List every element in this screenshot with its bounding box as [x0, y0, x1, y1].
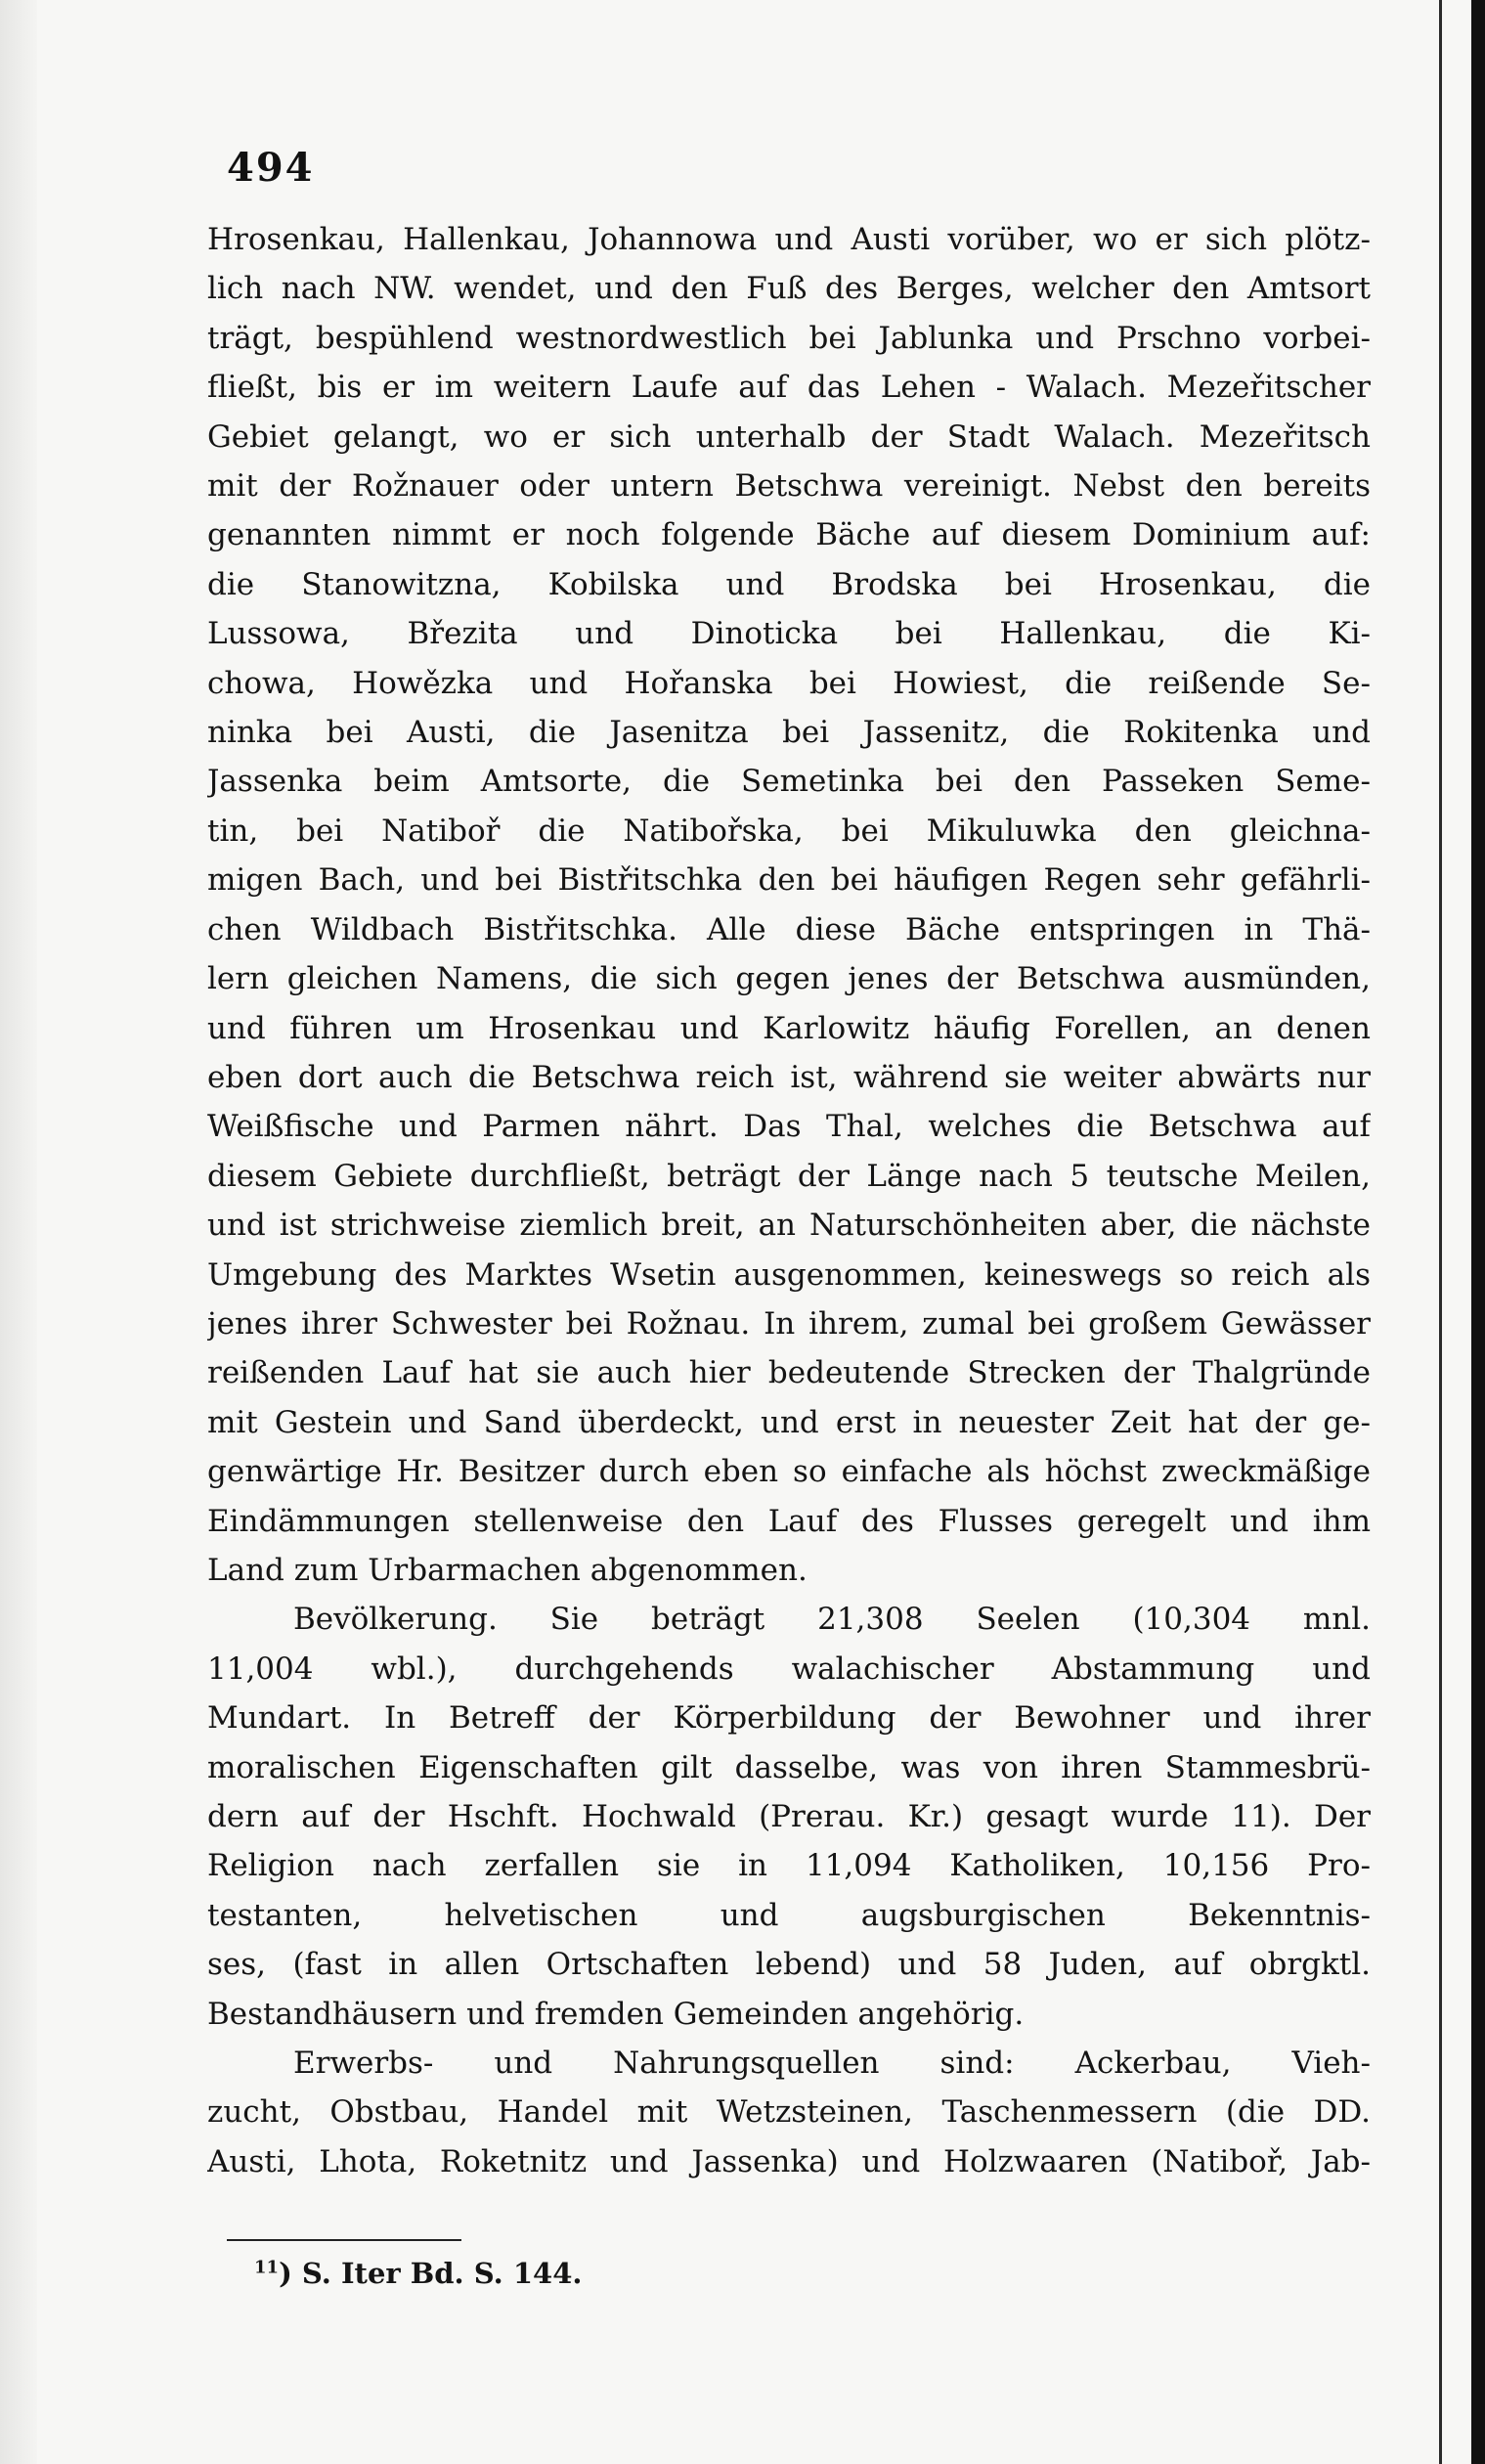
body-text	[207, 215, 1371, 2186]
footnote-divider	[227, 2239, 461, 2241]
text-line: fließt, bis er im weitern Laufe auf das Lehen - Walach. Mezeřitscher	[207, 370, 1371, 406]
text-line: lich nach NW. wendet, und den Fuß des Berges, welcher den Amtsort	[207, 271, 1371, 307]
text-line: und ist strichweise ziemlich breit, an Naturschönheiten aber, die nächste	[207, 1208, 1371, 1244]
text-line: 11,004 wbl.), durchgehends walachischer Abstammung und	[207, 1650, 1371, 1687]
binding-edge	[0, 0, 37, 2464]
text-line: diesem Gebiete durchfließt, beträgt der Länge nach 5 teutsche Meilen,	[207, 1158, 1371, 1194]
text-line: Lussowa, Březita und Dinoticka bei Hallenkau, die Ki-	[207, 616, 1371, 652]
text-line: Bevölkerung. Sie beträgt 21,308 Seelen (10,304 mnl.	[293, 1602, 1371, 1638]
footnote-marker: 11	[254, 2257, 280, 2278]
text-line: Umgebung des Marktes Wsetin ausgenommen, keineswegs so reich als	[207, 1256, 1371, 1293]
text-line: dern auf der Hschft. Hochwald (Prerau. Kr.) gesagt wurde 11). Der	[207, 1799, 1371, 1834]
text-line: Hrosenkau, Hallenkau, Johannowa und Austi vorüber, wo er sich plötz-	[207, 222, 1371, 257]
text-line: lern gleichen Namens, die sich gegen jenes der Betschwa ausmünden,	[207, 961, 1371, 997]
text-line: zucht, Obstbau, Handel mit Wetzsteinen, Taschenmessern (die DD.	[207, 2094, 1371, 2131]
text-line: und führen um Hrosenkau und Karlowitz häufig Forellen, an denen	[207, 1010, 1371, 1046]
text-line: moralischen Eigenschaften gilt dasselbe, was von ihren Stammesbrü-	[207, 1749, 1371, 1785]
scan-border	[1471, 0, 1485, 2464]
text-line: chowa, Howězka und Hořanska bei Howiest, die reißende Se-	[207, 665, 1371, 701]
text-line: Erwerbs- und Nahrungsquellen sind: Ackerbau, Vieh-	[293, 2046, 1371, 2082]
text-line: genannten nimmt er noch folgende Bäche auf diesem Dominium auf:	[207, 517, 1371, 553]
text-line: migen Bach, und bei Bistřitschka den bei häufigen Regen sehr gefährli-	[207, 862, 1371, 899]
footnote-text: ) S. Iter Bd. S. 144.	[279, 2257, 583, 2290]
text-line: jenes ihrer Schwester bei Rožnau. In ihrem, zumal bei großem Gewässer	[207, 1305, 1371, 1342]
text-line: Jassenka beim Amtsorte, die Semetinka bei den Passeken Seme-	[207, 764, 1371, 800]
text-line: tin, bei Natiboř die Natibořska, bei Mikuluwka den gleichna-	[207, 813, 1371, 849]
text-line: testanten, helvetischen und augsburgischen Bekenntnis-	[207, 1897, 1371, 1933]
paragraph-livelihood	[207, 2039, 1371, 2186]
text-line-last: Land zum Urbarmachen abgenommen.	[207, 1552, 808, 1588]
text-line: Austi, Lhota, Roketnitz und Jassenka) und Holzwaaren (Natiboř, Jab-	[207, 2143, 1371, 2179]
page-number: 494	[227, 145, 315, 191]
text-line: Eindämmungen stellenweise den Lauf des Flusses geregelt und ihm	[207, 1503, 1371, 1539]
footnote	[254, 2257, 582, 2290]
text-line: trägt, bespühlend westnordwestlich bei Jablunka und Prschno vorbei-	[207, 320, 1371, 356]
text-line: Gebiet gelangt, wo er sich unterhalb der Stadt Walach. Mezeřitsch	[207, 418, 1371, 455]
text-line: chen Wildbach Bistřitschka. Alle diese Bäche entspringen in Thä-	[207, 911, 1371, 947]
page-edge-rule	[1439, 0, 1442, 2464]
text-line: ninka bei Austi, die Jasenitza bei Jassenitz, die Rokitenka und	[207, 715, 1371, 751]
text-line-last: Bestandhäusern und fremden Gemeinden angehörig.	[207, 1996, 1025, 2032]
text-line: Mundart. In Betreff der Körperbildung der Bewohner und ihrer	[207, 1700, 1371, 1737]
paragraph-course	[207, 215, 1371, 1595]
text-line: eben dort auch die Betschwa reich ist, während sie weiter abwärts nur	[207, 1059, 1371, 1095]
text-line: die Stanowitzna, Kobilska und Brodska bei Hrosenkau, die	[207, 566, 1371, 602]
text-line: Weißfische und Parmen nährt. Das Thal, welches die Betschwa auf	[207, 1109, 1371, 1145]
text-line: genwärtige Hr. Besitzer durch eben so einfache als höchst zweckmäßige	[207, 1454, 1371, 1490]
text-line: mit Gestein und Sand überdeckt, und erst in neuester Zeit hat der ge-	[207, 1404, 1371, 1440]
text-line: Religion nach zerfallen sie in 11,094 Katholiken, 10,156 Pro-	[207, 1848, 1371, 1884]
paragraph-population	[207, 1595, 1371, 2039]
text-line: ses, (fast in allen Ortschaften lebend) und 58 Juden, auf obrgktl.	[207, 1947, 1371, 1983]
text-line: reißenden Lauf hat sie auch hier bedeutende Strecken der Thalgründe	[207, 1355, 1371, 1391]
text-line: mit der Rožnauer oder untern Betschwa vereinigt. Nebst den bereits	[207, 468, 1371, 505]
